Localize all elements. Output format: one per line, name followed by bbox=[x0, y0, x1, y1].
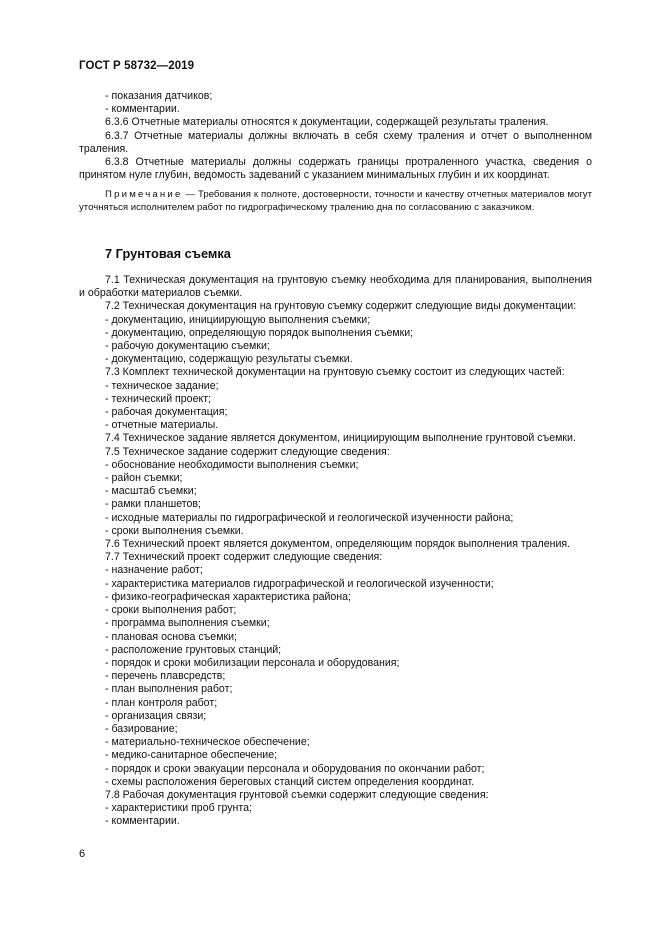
list-item: - схемы расположения береговых станций систем определения координат. bbox=[105, 775, 475, 788]
clause-6-3-6: 6.3.6 Отчетные материалы относятся к документации, содержащей результаты траления. bbox=[105, 116, 549, 129]
list-item: - рамки планшетов; bbox=[105, 498, 201, 511]
list-item: - плановая основа съемки; bbox=[105, 630, 237, 643]
list-item: - расположение грунтовых станций; bbox=[105, 643, 282, 656]
list-item: - рабочая документация; bbox=[105, 406, 228, 419]
clause-7-8: 7.8 Рабочая документация грунтовой съемки содержит следующие сведения: bbox=[105, 788, 489, 801]
clause-6-3-8: 6.3.8 Отчетные материалы должны содержать границы протраленного участка, сведения о принятом нуле глубин, ведомость задеваний с указанием минимальных глубин и их координат. bbox=[79, 156, 592, 182]
list-item: - показания датчиков; bbox=[105, 90, 213, 102]
list-item: - комментарии. bbox=[105, 103, 180, 116]
list-item: - назначение работ; bbox=[105, 564, 203, 577]
note-text: — Требования к полноте, достоверности, точности и качеству отчетных материалов могут уточняться исполнителем работ по гидрографическому тралению дна по согласованию с заказчиком. bbox=[79, 189, 592, 214]
list-item: - рабочую документацию съемки; bbox=[105, 340, 270, 353]
list-item: - сроки выполнения работ; bbox=[105, 604, 237, 617]
list-item: - документацию, содержащую результаты съемки. bbox=[105, 353, 353, 366]
list-item: - порядок и сроки мобилизации персонала и оборудования; bbox=[105, 656, 400, 669]
note-label: Примечание bbox=[105, 189, 183, 201]
list-item: - характеристика материалов гидрографической и геологической изученности; bbox=[105, 577, 494, 590]
list-item: - комментарии. bbox=[105, 815, 180, 828]
list-item: - организация связи; bbox=[105, 709, 207, 722]
list-item: - план контроля работ; bbox=[105, 696, 218, 709]
clause-7-3: 7.3 Комплект технической документации на грунтовую съемку состоит из следующих частей: bbox=[105, 366, 565, 379]
clause-7-1: 7.1 Техническая документация на грунтовую съемку необходима для планирования, выполнения и обработки материалов съемки. bbox=[79, 274, 592, 300]
list-item: - сроки выполнения съемки. bbox=[105, 524, 244, 537]
list-item: - физико-географическая характеристика района; bbox=[105, 590, 351, 603]
clause-7-4: 7.4 Техническое задание является документом, инициирующим выполнение грунтовой съемки. bbox=[105, 432, 576, 445]
list-item: - медико-санитарное обеспечение; bbox=[105, 749, 278, 762]
list-item: - район съемки; bbox=[105, 472, 183, 485]
section-title: 7 Грунтовая съемка bbox=[105, 246, 231, 262]
clause-7-7: 7.7 Технический проект содержит следующие сведения: bbox=[105, 551, 383, 564]
list-item: - технический проект; bbox=[105, 392, 212, 405]
page-body bbox=[79, 90, 592, 829]
list-item: - порядок и сроки эвакуации персонала и оборудования по окончании работ; bbox=[105, 762, 485, 775]
list-item: - обоснование необходимости выполнения съемки; bbox=[105, 458, 359, 471]
document-code-header: ГОСТ Р 58732—2019 bbox=[79, 60, 195, 72]
clause-7-5: 7.5 Техническое задание содержит следующие сведения: bbox=[105, 445, 390, 458]
list-item: - исходные материалы по гидрографической и геологической изученности района; bbox=[105, 511, 514, 524]
list-item: - техническое задание; bbox=[105, 379, 219, 392]
list-item: - характеристики проб грунта; bbox=[105, 802, 252, 815]
clause-7-2: 7.2 Техническая документация на грунтовую съемку содержит следующие виды документации: bbox=[105, 300, 577, 313]
list-item: - документацию, инициирующую выполнения съемки; bbox=[105, 313, 371, 326]
list-item: - документацию, определяющую порядок выполнения съемки; bbox=[105, 326, 414, 339]
page-number: 6 bbox=[79, 848, 86, 860]
list-item: - план выполнения работ; bbox=[105, 683, 233, 696]
clause-7-6: 7.6 Технический проект является документом, определяющим порядок выполнения траления. bbox=[105, 538, 571, 551]
note-paragraph bbox=[79, 189, 592, 215]
list-item: - отчетные материалы. bbox=[105, 419, 219, 432]
list-item: - материально-техническое обеспечение; bbox=[105, 736, 310, 749]
list-item: - масштаб съемки; bbox=[105, 485, 197, 498]
list-item: - программа выполнения съемки; bbox=[105, 617, 270, 630]
clause-6-3-7: 6.3.7 Отчетные материалы должны включать в себя схему траления и отчет о выполненном траления. bbox=[79, 129, 592, 155]
list-item: - базирование; bbox=[105, 722, 178, 735]
list-item: - перечень плавсредств; bbox=[105, 670, 226, 683]
